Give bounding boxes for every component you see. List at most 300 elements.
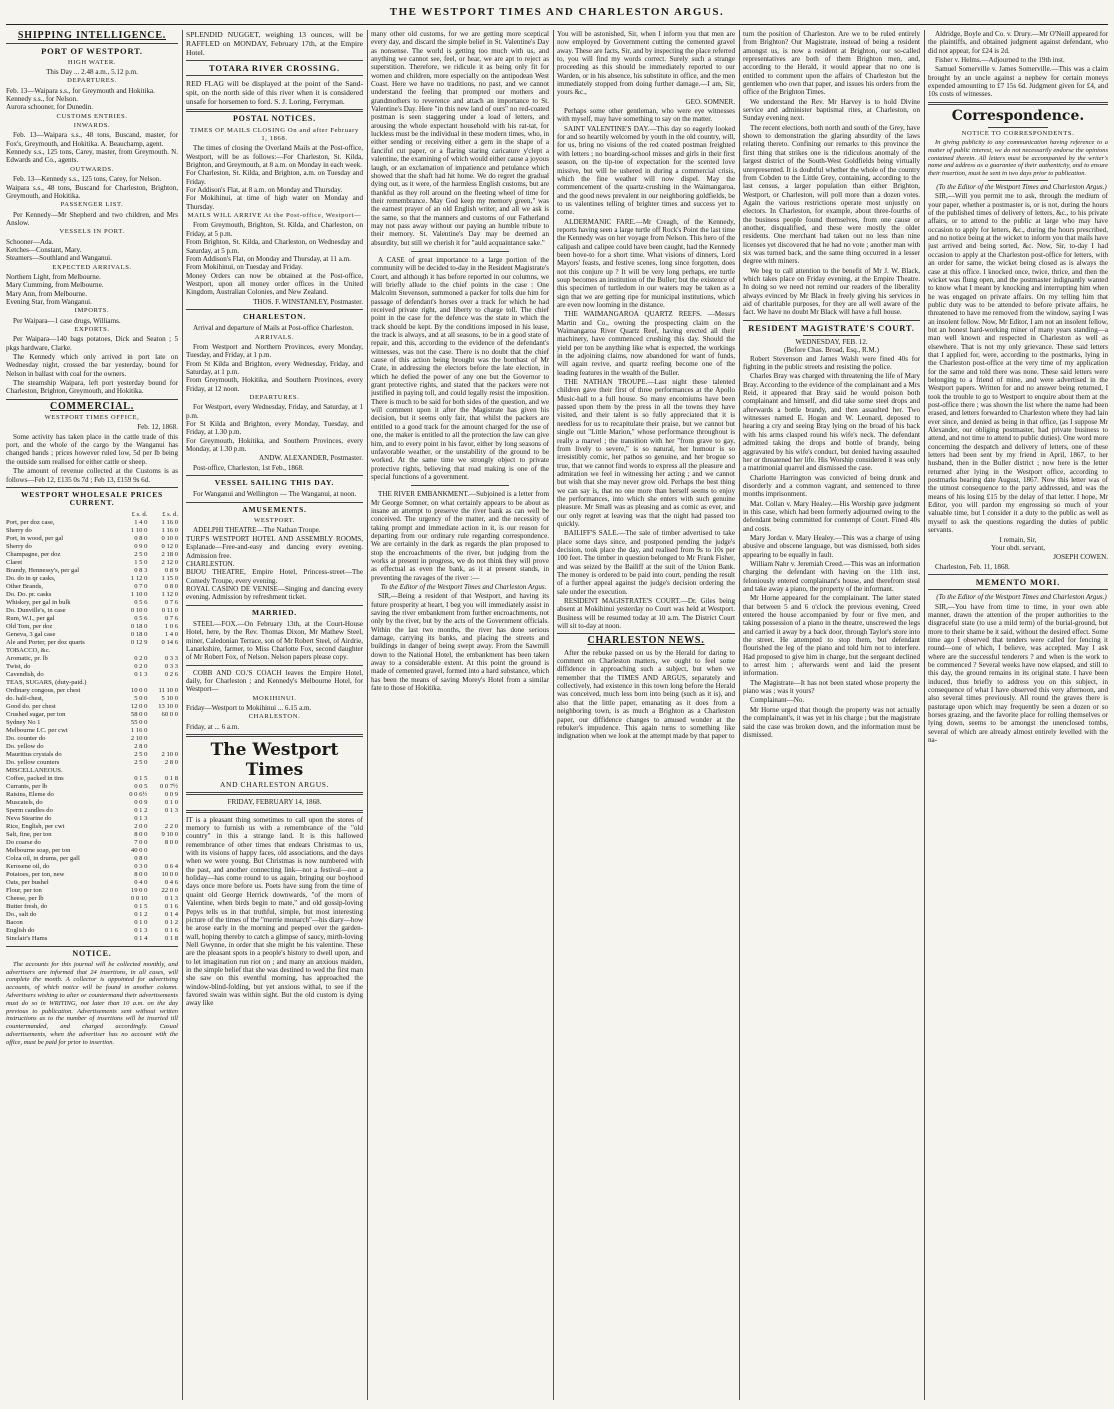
divider: [6, 946, 178, 947]
notice-text: The accounts for this journal will be collected monthly, and advertisers are informed that 24 insertions, in all cases, will complete the month. A collector is appointed for advertising accounts, of which notice will be found in another column. Advertisers wishing to alter or countermand their advertisements must do so in WRITING, not later than 10 a.m. on the day previous to publication. Advertisements sent without written instructions as to the number of insertions will be inserted till countermanded, and charged accordingly. Casual advertisements, when the advertiser has no account with the office, must be paid for prior to insertion.: [6, 960, 178, 1046]
valentine-editorial: many other old customs, for we are getting more sceptical every day, and discard the simple belief in St. Valentine's Day as nonsense. The world is getting too much with us, and anything we cannot see, feel, or hear, we are apt to reject as superstition. Therefore, we ridicule it as being only fit for women and children, more especially on the antipodean West Coast. Here we have no traditions, no past, and we cannot understand the feeling that prompted our mothers and grandmothers to reverence and attach an importance to St. Valentine's Day. Here "in this new land of ours" no red-coated postman is seen staggering under a load of letters, and arousing the whole expectant household with his rat-tat, for luckless must be the individual in these modern times, who, in either sending or receiving either a gem in the shape of a fanciful cut paper, or a flaring staring caricature y'clept a valentine, the examining of which would either cause a joyous laugh, or an exclamation of impatience and petulance which showed that the shaft had hit home. We do regret the gradual dying out, as it were, of the harmless English customs, but are thankful as they roll around on the fleeting wheel of time for their remembrance. May God keep my memory green," was the earnest prayer of an old English writer, and all we ask is the same, so that the manners and customs of our Fatherland may not pass away without our paying an humble tribute to their memory. St. Valentine's Day may be deemed an absurdity, but still we cherish it for "auld acquaintance sake.": [371, 30, 549, 247]
price-value: [147, 743, 178, 751]
price-value: 0 1 8: [164, 934, 178, 942]
price-value: 0 1 5: [134, 902, 148, 910]
price-item: Salt, fine, per ton: [6, 830, 52, 838]
cobb-mokihinui: MOKIHINUI.: [252, 694, 297, 702]
divider: [186, 75, 363, 76]
price-value: 2 5 0: [134, 758, 148, 766]
price-value: 1 4 0: [134, 518, 148, 526]
price-value: 0 10 0: [161, 534, 178, 542]
prices-title: WESTPORT WHOLESALE PRICES CURRENT.: [21, 489, 163, 508]
price-item: Ordinary congous, per chest: [6, 686, 81, 694]
expected: Northern Light, from Melbourne. Mary Cumming, from Melbourne. Mary Ann, from Melbourne. Evening Star, from Wanganui.: [6, 272, 104, 306]
river-embankment: THE RIVER EMBANKMENT.—Subjoined is a letter from Mr George Somner, on what certainly appears to be about as insane an attempt to preserve the river bank as can well be conceived. The urgency of the matter, and the necessity of taking prompt and immediate action in it, is our reason for departing from our ordinary rule regarding correspondence. We are certainly in the dark as regards the plan proposed to stop the encroachments of the river, but judging from the works at present in progress, we do not think they will prove as effectual as even the bank, as it at present stands, in preventing the ravages of the river :—: [371, 490, 549, 582]
notice-correspondents: In giving publicity to any communication having reference to a matter of public interest, we do not necessarily endorse the opinions contained therein. All letters must be accompanied by the writer's name and address as a guarantee of their authenticity, and to ensure their insertion, must be sent in two days prior to publication.: [928, 139, 1108, 178]
price-row: [6, 671, 178, 679]
high-water-label: HIGH WATER.: [67, 58, 117, 66]
column-rule: [182, 30, 183, 1400]
price-value: 0 3 3: [164, 654, 178, 662]
price-value: 0 1 8: [164, 774, 178, 782]
price-value: 5 0 0: [134, 694, 148, 702]
price-row: [6, 871, 178, 879]
price-item: Muscatels, do: [6, 798, 43, 806]
price-row: [6, 919, 178, 927]
price-value: 2 0 0: [134, 822, 148, 830]
price-value: [147, 855, 178, 863]
price-item: Currants, per lb: [6, 782, 48, 790]
charleston-arrivals: From Westport and Northern Provinces, every Monday, Tuesday, and Friday, at 1 p.m. From St Kilda and Brighton, every Wednesday, Friday, and Saturday, at 1 p.m. From Greymouth, Hokitika, and Southern Provinces, every Friday, at 12 noon.: [186, 342, 363, 393]
notice-title: NOTICE.: [72, 948, 112, 958]
price-row: [6, 639, 178, 647]
price-value: [147, 735, 178, 743]
price-value: 19 0 0: [130, 886, 148, 894]
rm-case-6: William Nahr v. Jeremiah Creed.—This was an information charging the defendant with having on the 11th inst, feloniously entered complainant's house, and therefrom steal and take away a piano, the property of the informant.: [743, 559, 920, 593]
price-value: 0 0 9: [134, 798, 148, 806]
column-rule: [367, 30, 368, 1400]
totara-text: RED FLAG will be displayed at the point of the Sand-spit, on the north side of this river when it is considered unsafe for horsemen to ford. S. J. Loring, Ferryman.: [186, 79, 363, 107]
price-row: [6, 847, 178, 855]
price-row: [6, 767, 178, 775]
price-row: [6, 759, 178, 767]
vessel-title: VESSEL SAILING THIS DAY.: [214, 478, 335, 488]
nathan-troupe: THE NATHAN TROUPE.—Last night these talented children gave their first of three performances at the Apollo Music-hall to a full house. So many encomiums have been passed upon them by the press in all the towns they have visited, and their talent is so fully appreciated that it is needless for us to recapitulate their praise, but we cannot but single out "Little Marion," whose performance throughout is really a marvel ; the transition with her "from grave to gay, from lively to severe," is so natural, her humour is so irresistibly comic, her pathos so genuine, and her brogue so true, that we cannot find words to express all the pleasure and admiration we feel in witnessing her acting ; and we cannot but wish that she may never grow old. Perhaps the best thing we can say is, that no one more than herself seems to enjoy the performances, into which she enters with such genuine pleasure. Mr Small was as pleasing and as comic as ever, and our only regret at leaving was that the night had passed too quickly.: [557, 378, 735, 528]
black-benefit: We beg to call attention to the benefit of Mr J. W. Black, which takes place on Friday evening, at the Empire Theatre. In doing so we need not remind our readers of the liberality always evinced by Mr Black in freely giving his services in aid of charitable purposes, for they are all well aware of the fact. We have no doubt Mr Black will have a full house.: [743, 266, 920, 317]
charleston-departures: For Westport, every Wednesday, Friday, and Saturday, at 1 p.m. For St Kilda and Brighton, every Monday, Tuesday, and Friday, at 1.30 p.m. For Greymouth, Hokitika, and Southern Provinces, every Monday, at 1.30 p.m.: [186, 403, 363, 454]
column-4: [557, 30, 735, 1404]
price-value: 0 12 0: [161, 542, 178, 550]
price-row: [6, 799, 178, 807]
court-case-article: A CASE of great importance to a large portion of the community will be decided to-day in the Resident Magistrate's Court, and although it has before reported in our columns, we will briefly allude to the chief points in the case : One Malcolm Stevenson, summoned a packer for tolls due him for passage of defendant's horses over a track for which he had received private right, and liberty to charge toll. The chief point in the case for the defence was the state in which the track should be kept. By the conditions imposed in his lease, the track is always, and at all seasons, to be in a good state of repair, and this, according to the evidence of the defendant's witnesses, was not the case. There is no doubt that the chief cause of this action being brought was the bombast of Mr Crate, in addressing the electors before the late election, in which he defied the power of any one but the Governor to grant protective rights, and stated that the packers were not justified in paying toll, and could legally resist the imposition. There is much to be said for both sides of the question, and we will comment upon it after the Magistrate has given his decision, but it seems only fair, that whilst the packers are entitled to a good track for the amount charged for the use of one, the maker is entitled to all the protection the law can give him, and to every point in his favor, either by long seasons of unfavorable weather, or the unstability of the ground to be worked. At the same time we strongly object to private protective rights, believing that road making is one of the special functions of a government.: [371, 255, 549, 481]
price-row: [6, 543, 178, 551]
price-value: 0 0 7½: [159, 782, 178, 790]
price-item: Do. counter do: [6, 734, 46, 742]
notice-correspondents-title: NOTICE TO CORRESPONDENTS.: [961, 129, 1075, 137]
price-value: [147, 719, 178, 727]
price-value: 8 0 0: [134, 830, 148, 838]
customs-label: CUSTOMS ENTRIES.: [56, 112, 128, 120]
passengers: Per Kennedy—Mr Shepherd and two children, and Mrs Anslow.: [6, 210, 178, 227]
price-item: English do: [6, 926, 35, 934]
price-item: Do., salt do: [6, 910, 37, 918]
price-value: 8 0 0: [134, 870, 148, 878]
price-value: 22 0 0: [161, 886, 178, 894]
price-row: [6, 583, 178, 591]
price-item: Crushed sugar, per ton: [6, 710, 66, 718]
quartz-reefs: THE WAIMANGAROA QUARTZ REEFS. —Messrs Martin and Co., owning the prospecting claim on the Waimangaroa River Quartz Reef, having erected all their machinery, have commenced crushing this day. Should the yield per ton be anything like what is expected, the workings in the adjoining claims, now abandoned for want of funds, will again revive, and quartz reefing become one of the leading features in the wealth of the Buller.: [557, 310, 735, 377]
mails-closing: TIMES OF MAILS CLOSING On and after February 1, 1868.: [190, 126, 359, 143]
rm-case-9: Complainant—No.: [750, 696, 805, 705]
price-item: do. half-chest,: [6, 694, 44, 702]
price-value: 9 10 0: [161, 830, 178, 838]
editorial: IT is a pleasant thing sometimes to call upon the stores of memory to furnish us with a remembrance of the "old country" in this a strange land. It is this hallowed remembrance of other times that endears Christmas to us, with its visions of happy faces, old associations, and the days when we were young. But Christmas is now numbered with the past, and another connecting link—not a festival—not a holiday—has come round to us again, bringing our boyhood days once more before us. Poets have sung from the time of quaint old George Herrick downwards, "of the morn of Valentine, when birds begin to mate," and old gossip-loving Pepys tells us in that truthful, simple, but most interesting picture of the times of the "merrie monarch"—his diary—how he arose early in the morning and peeped over the garden-wall, hoping thereby to catch a glimpse of saucy, mirth-loving Nell Gwynne, in order that she might be his valentine. These are the pleasant spots in a people's history to dwell upon, and to let imagination run riot on ; and many an anxious maiden, in the simple belief that she was destined to wed the first man she saw on this eventful morning, has approached the window-blind-folding, but yet anxious withal, to see if the favored swain was within sight. But the old custom is dying away like: [186, 815, 363, 1008]
bailiffs-sale: BAILIFF'S SALE.—The sale of timber advertised to take place some days since, and postponed pending the judge's decision, took place the day, and realised from 9s to 10s per 100 feet. The timber in question belonged to Mr Frank Fisher, and was seized by the Bailiff at the suit of the Union Bank. The money is ordered to be paid into court, pending the result of a further appeal against the judge's decision ordering the sale under the execution.: [557, 529, 735, 596]
commercial-office: WESTPORT TIMES OFFICE,: [44, 414, 140, 422]
commercial-text: Some activity has taken place in the cattle trade of this port, and the whole of the cargo by the Wanganui has changed hands ; prices however ruled low, 5d per lb being the outside sum realised for either cattle or sheep.: [6, 432, 178, 466]
price-value: 8 0 0: [164, 838, 178, 846]
paper-date: FRIDAY, FEBRUARY 14, 1868.: [227, 798, 322, 807]
price-value: 40 0 0: [130, 846, 148, 854]
price-value: 0 1 3: [134, 814, 148, 822]
price-item: TEAS, SUGARS, (duty-paid.): [6, 678, 87, 686]
price-value: 0 8 0: [134, 534, 148, 542]
departures-label: DEPARTURES.: [249, 394, 300, 401]
price-item: Neva Stearine do: [6, 814, 52, 822]
price-item: Potatoes, per ton, new: [6, 870, 65, 878]
memento-letter: SIR,—You have from time to time, in your own able manner, drawn the attention of the proper authorities to the disgraceful state (to use a mild term) of the burial-ground, but more to their shame be it said, without the desired effect. Some time ago I observed that tenders were called for fencing it round—one of which, I believe, was accepted. May I ask where are the successful tenderers ? and when is the work to be commenced ? Several weeks have now elapsed, and still to this day, the ground remains in its original state. I have been induced, thus briefly to address you on this subject, in consequence of what I have observed this very afternoon, and also several times previously. All round the graves there is pasturage upon which may frequently be seen a dozen or so horses grazing, and the favorite place for rolling themselves or lying down, seems to be amongst the unenclosed tombs, several of which are already almost entirely levelled with the na-: [928, 602, 1108, 745]
price-row: [6, 519, 178, 527]
postal-title: POSTAL NOTICES.: [233, 114, 316, 124]
price-item: Do. do in qr casks,: [6, 574, 56, 582]
price-row: [6, 895, 178, 903]
price-value: 60 0 0: [161, 710, 178, 718]
price-item: Flour, per ton: [6, 886, 42, 894]
price-value: 0 0 5: [134, 782, 148, 790]
price-value: 1 10 0: [130, 590, 148, 598]
arrive-text: From Greymouth, Brighton, St. Kilda, and Charleston, on Friday, at 5 p.m. From Brighton, St. Kilda, and Charleston, on Wednesday and Saturday, at 5 p.m. From Addison's Flat, on Monday and Thursday, at 11 a.m. From Mokihinui, on Tuesday and Friday. Money Orders can now be obtained at the Post-office, Westport, upon all money order offices in the United Kingdom, Australian Colonies, and New Zealand.: [186, 221, 363, 297]
price-row: [6, 575, 178, 583]
price-value: 13 10 0: [158, 702, 178, 710]
price-value: [147, 647, 178, 655]
divider: [803, 335, 860, 336]
somner-signature: GEO. SOMNER.: [685, 97, 735, 106]
price-value: 0 6 4: [164, 862, 178, 870]
price-value: 0 5 6: [134, 598, 148, 606]
price-value: 2 8 0: [164, 758, 178, 766]
rm-date: WEDNESDAY, FEB. 12.: [795, 338, 868, 347]
price-value: 12 0 0: [130, 702, 148, 710]
price-value: 0 5 6: [134, 614, 148, 622]
divine-service: We understand the Rev. Mr Harvey is to hold Divine service and administer baptismal rites, at Charleston, on Sunday evening next.: [743, 97, 920, 123]
price-item: [6, 511, 119, 519]
price-item: Bacon: [6, 918, 23, 926]
divider: [186, 665, 363, 666]
price-value: 0 4 6: [164, 878, 178, 886]
rm-case-3: Charlotte Harrington was convicted of being drunk and disorderly and a common vagrant, and sentenced to three months imprisonment.: [743, 473, 920, 499]
price-value: 0 1 2: [134, 910, 148, 918]
price-value: 0 10 0: [130, 606, 148, 614]
mails-arrive: MAILS WILL ARRIVE At the Post-office, Westport—: [187, 212, 362, 220]
price-value: 2 10 0: [161, 750, 178, 758]
postmaster-alexander: ANDW. ALEXANDER, Postmaster.: [259, 454, 363, 463]
price-item: Melbourne I.C. per cwt: [6, 726, 68, 734]
aldermanic-fare: ALDERMANIC FARE.—Mr Creagh, of the Kennedy, reports having seen a large turtle off Rock's Point the last time the Kennedy was on her voyage from Nelson. This hero of the calipash and calipee could have been caught, had the Kennedy been hove-to for a short time. What visions of dinners, Lord Mayors' feasts, and festive scenes, long since forgotten, does not this conjure up ? It will be very long perhaps, ere turtle soup becomes an institution of the Buller; but the existence of this specimen of turtledom in our waters may be taken as a sign that we are getting ripe for municipal institutions, which are even now looming in the distance.: [557, 217, 735, 309]
price-row: [6, 911, 178, 919]
price-value: £ s. d.: [131, 510, 148, 518]
rm-case-5: Mary Jordan v. Mary Healey.—This was a charge of using abusive and obscene language, but was dismissed, both sides appearing to be equally in fault.: [743, 533, 920, 559]
price-row: [6, 623, 178, 631]
obdt-servant: Your obdt. servant,: [990, 543, 1046, 552]
price-value: 0 3 3: [164, 662, 178, 670]
price-value: 0 2 6: [164, 670, 178, 678]
price-item: Coffee, packed in tins: [6, 774, 64, 782]
married-text: STEEL—FOX.—On February 13th, at the Court-House Hotel, here, by the Rev. Thomas Dixon, Mr Mathew Steel, miner, Caledonian Terrace, son of Mr Robert Steel, of Airdrie, Lanarkshire, farmer, to Miss Charlotte Fox, second daughter of Mr Robert Fox, of Nelson. Nelson papers please copy.: [186, 619, 363, 662]
price-item: Rice, English, per cwt: [6, 822, 65, 830]
price-row: [6, 855, 178, 863]
arrivals-label: ARRIVALS.: [254, 333, 295, 341]
vessels-label: VESSELS IN PORT.: [59, 228, 125, 236]
price-value: [119, 679, 147, 687]
price-item: Sherry do: [6, 526, 32, 534]
price-row: [6, 879, 178, 887]
memento-title: MEMENTO MORI.: [975, 576, 1061, 587]
divider: [6, 487, 178, 488]
price-value: 1 12 0: [130, 574, 148, 582]
divider: [6, 43, 178, 44]
price-row: [6, 735, 178, 743]
price-value: [147, 679, 178, 687]
price-item: Sperm candles do: [6, 806, 53, 814]
po-charleston: Post-office, Charleston, 1st Feb., 1868.: [193, 463, 304, 472]
paper-subtitle: AND CHARLESTON ARGUS.: [220, 780, 329, 790]
price-item: Do. yellow do: [6, 742, 44, 750]
price-row: [6, 559, 178, 567]
expected-label: EXPECTED ARRIVALS.: [52, 263, 132, 271]
rm-court-note: RESIDENT MAGISTRATE'S COURT.—Dr. Giles being absent at Mokihinui yesterday no Court was held at Westport. Business will be resumed today at 10 a.m. The District Court will sit to-day at noon.: [557, 597, 735, 631]
price-row: [6, 679, 178, 687]
shipping-title: SHIPPING INTELLIGENCE.: [17, 30, 167, 41]
price-item: Colza oil, in drums, per gall: [6, 854, 80, 862]
price-value: 1 4 0: [164, 630, 178, 638]
price-row: [6, 743, 178, 751]
totara-title: TOTARA RIVER CROSSING.: [209, 63, 340, 73]
exports: Per Waipara—140 bags potatoes, Dick and Seaton ; 5 pkgs hardware, Clarke.: [6, 335, 178, 352]
charleston-news-cont: turn the position of Charleston. Are we to be ruled entirely from Brighton? Our Magistrate, instead of being a resident amongst us, is now a resident at Brighton, our so-called representatives are both of them Brighton men, and, according to the Herald, it would appear that no one is entitled to comment upon the affairs of Charleston but the gentlemen who own that paper, and issues his orders from the office of the Brighton Times.: [743, 30, 920, 97]
price-row: [6, 695, 178, 703]
masthead: THE WESTPORT TIMES AND CHARLESTON ARGUS.: [389, 6, 725, 18]
price-value: 2 5 0: [134, 750, 148, 758]
charleston-news-title: CHARLESTON NEWS.: [587, 635, 705, 647]
price-value: 11 10 0: [158, 686, 178, 694]
price-value: 1 16 0: [161, 526, 178, 534]
commercial-date: Feb. 12, 1868.: [137, 423, 178, 432]
price-row: [6, 631, 178, 639]
column-5: [743, 30, 920, 1404]
divider: [186, 792, 363, 795]
price-row: [6, 687, 178, 695]
price-value: 1 10 0: [130, 526, 148, 534]
column-rule: [553, 30, 554, 1400]
divider: [928, 574, 1108, 575]
amusements-text: ADELPHI THEATRE—The Nathan Troupe. TURF'S WESTPORT HOTEL AND ASSEMBLY ROOMS, Esplanade—Free-and-easy and dancing every evening. Admission free. CHARLESTON. BIJOU THEATRE, Empire Hotel, Princess-street—The Comedy Troupe, every evening. ROYAL CASINO DE VENISE—Singing and dancing every evening. Admission by refreshment ticket.: [186, 526, 363, 602]
price-item: Cavendish, do: [6, 670, 44, 678]
customs-revenue: The amount of revenue collected at the Customs is as follows—Feb 12, £135 0s 7d ; Feb 13, £159 9s 6d.: [6, 467, 178, 484]
charleston-news-text: After the rebuke passed on us by the Herald for daring to comment on Charleston matters, we ought to feel some diffidence in approaching such a subject, but when we remember that the TIMES AND ARGUS, separately and collectively, had existence in this town long before the Herald was conceived, much less born into being (such as it is), and also that the little paper, emanating as it does from a neighboring town, is as much a Brighton as a Charleston paper, our diffidence changes to amused wonder at the rebuker's impudence. This again turns to something like indignation when we look at the attempt made by that paper to: [557, 648, 735, 741]
price-row: [6, 727, 178, 735]
price-value: 0 1 6: [164, 926, 178, 934]
amusements-sub: WESTPORT.: [254, 517, 295, 525]
price-value: 0 1 5: [134, 774, 148, 782]
fisher-case: Fisher v. Helms.—Adjourned to the 19th inst.: [935, 56, 1065, 65]
price-item: Geneva, 3 gal case: [6, 630, 56, 638]
column-rule: [739, 30, 740, 1400]
passenger-label: PASSENGER LIST.: [60, 201, 124, 209]
somner-letter: SIR,—Being a resident of that Westport, and having its future prosperity at heart, I beg you will immediately assist in saving the river embankment from further encroachments, not only by the river, but by the acts of the Government officials. Within the last two months, the river has done serious damage, carrying its banks, and placing the streets and buildings in danger of being swept away. From the Sawmill down to the National Hotel, the embankment has been taken away to a considerable extent. At this point the ground is made of cemented gravel, formed into a hard substance, which has been the means of saving Morey's Hotel from a similar fate to those of Hokitika.: [371, 592, 549, 693]
price-value: 0 11 0: [161, 606, 178, 614]
price-value: 0 1 0: [164, 798, 178, 806]
price-row: [6, 831, 178, 839]
price-value: 0 2 0: [134, 662, 148, 670]
nugget-ad: SPLENDID NUGGET, weighing 13 ounces, will be RAFFLED on MONDAY, February 17th, at the Empire Hotel.: [186, 30, 363, 57]
price-value: 0 1 4: [164, 910, 178, 918]
price-row: [6, 551, 178, 559]
divider: [988, 127, 1048, 128]
vessels: Schooner—Ada. Ketches—Constant, Mary. Steamers—Southland and Wanganui.: [6, 237, 112, 263]
waipara-note: The steamship Waipara, left port yesterday bound for Charleston, Brighton, Greymouth, and Hokitika.: [6, 379, 178, 396]
eye-witnesses: Perhaps some other gentleman, who were eye witnesses with myself, may have something to say on the matter.: [557, 107, 735, 124]
price-value: 0 1 3: [164, 894, 178, 902]
divider: [186, 605, 363, 606]
divider: [928, 102, 1108, 105]
price-value: 1 15 0: [161, 574, 178, 582]
prices-table: [6, 511, 178, 943]
price-row: [6, 783, 178, 791]
price-value: 7 0 0: [134, 838, 148, 846]
divider: [411, 251, 509, 252]
divider: [411, 485, 509, 486]
kennedy-note: The Kennedy which only arrived in port late on Wednesday night, crossed the bar yesterday, bound for Nelson in ballast with coal for the owners.: [6, 353, 178, 378]
price-item: Port, in wood, per gal: [6, 534, 64, 542]
price-value: 0 9 0: [134, 542, 148, 550]
cobb-charleston: CHARLESTON.: [248, 713, 301, 721]
price-value: 0 8 9: [164, 566, 178, 574]
price-value: 0 8 3: [134, 566, 148, 574]
price-row: [6, 607, 178, 615]
price-row: [6, 903, 178, 911]
price-row: [6, 823, 178, 831]
price-item: Melbourne soap, per ton: [6, 846, 71, 854]
price-item: Butter fresh, do: [6, 902, 48, 910]
price-row: [6, 599, 178, 607]
price-item: Aromatic, pr. lb: [6, 654, 48, 662]
cobb-text: COBB AND CO.'S COACH leaves the Empire Hotel, daily, for Charleston ; and Kennedy's Melbourne Hotel, for Westport—: [186, 668, 363, 694]
price-value: 0 1 2: [134, 806, 148, 814]
price-row: [6, 807, 178, 815]
price-item: Sherry do: [6, 542, 32, 550]
price-value: 2 5 0: [134, 550, 148, 558]
divider: [186, 810, 363, 813]
imports-label: IMPORTS.: [74, 307, 110, 315]
price-item: Rum, W.I., per gal: [6, 614, 55, 622]
price-row: [6, 711, 178, 719]
price-item: TOBACCO, &c.: [6, 646, 51, 654]
charleston-sub: Arrival and departure of Mails at Post-office Charleston.: [193, 324, 354, 333]
price-value: 1 16 0: [161, 518, 178, 526]
price-row: [6, 567, 178, 575]
divider: [186, 734, 363, 737]
price-value: 0 7 6: [164, 614, 178, 622]
price-value: 58 0 0: [130, 710, 148, 718]
price-value: 0 2 0: [134, 654, 148, 662]
price-value: 0 1 4: [134, 934, 148, 942]
place-date: Charleston, Feb. 11, 1868.: [935, 562, 1010, 571]
divider: [557, 633, 735, 634]
price-item: Ale and Porter, per doz quarts: [6, 638, 85, 646]
price-value: 0 4 0: [134, 878, 148, 886]
aldridge-case: Aldridge, Boyle and Co. v. Drury.—Mr O'Neill appeared for the plaintiffs, and obtained judgment against defendant, who did not appear, for £24 is 2d.: [928, 30, 1108, 55]
remain: I remain, Sir,: [999, 535, 1037, 544]
price-row: [6, 615, 178, 623]
inwards: Feb. 13—Waipara s.s., 48 tons, Buscand, master, for Fox's, Greymouth, and Hokitika. A. Beauchamp, agent. Kennedy s.s., 125 tons, Carey, master, from Greymouth. N. Edwards and Co., agents.: [6, 131, 178, 165]
top-rule: [6, 24, 1108, 25]
price-value: 0 1 3: [134, 670, 148, 678]
price-row: [6, 663, 178, 671]
price-row: [6, 775, 178, 783]
letter-heading: To the Editor of the Westport Times and Charleston Argus.: [380, 583, 547, 591]
price-row: [6, 535, 178, 543]
divider: [6, 399, 178, 400]
price-row: [6, 887, 178, 895]
cowen-signature: JOSEPH COWEN.: [1053, 553, 1108, 562]
commercial-title: COMMERCIAL.: [49, 400, 135, 412]
price-value: 0 0 6½: [129, 790, 148, 798]
column-3: [371, 30, 549, 1404]
rm-case-7: Mr Horne appeared for the complainant. The latter stated that between 5 and 6 o'clock the previous evening, Creed entered the house accompanied by four or five men, and taking possession of a piano in the theatre, unscrewed the legs and carried it away by a back door, through Taylor's store into the street. He attempted to stop them, but defendant flourished the leg of the piano and told him not to interfere. Had proposed to give him in charge, but the sergeant declined to arrest him ; afterwards went and laid the present information.: [743, 594, 920, 678]
price-row: [6, 927, 178, 935]
price-value: £ s. d.: [162, 510, 178, 518]
rm-case-4: Mat. Collan v. Mary Healey.—His Worship gave judgment in this case, which had been formerly adjourned owing to the defendant being committed for contempt of Court. Fined 40s and costs.: [743, 499, 920, 533]
price-value: 0 7 6: [164, 598, 178, 606]
departures: Feb. 13—Waipara s.s., for Greymouth and Hokitika. Kennedy s.s., for Nelson. Aurora schooner, for Dunedin.: [6, 86, 155, 112]
charleston-title: CHARLESTON.: [242, 311, 307, 321]
price-row: [6, 647, 178, 655]
divider: [186, 502, 363, 503]
price-value: 10 0 0: [130, 686, 148, 694]
price-row: [6, 719, 178, 727]
price-item: Sinclair's Hams: [6, 934, 48, 942]
divider: [186, 309, 363, 310]
divider: [186, 60, 363, 61]
price-value: 0 1 0: [134, 918, 148, 926]
price-value: 0 7 0: [134, 582, 148, 590]
price-item: Raisins, Eleme do: [6, 790, 54, 798]
vessel-text: For Wanganui and Wellington — The Wanganui, at noon.: [193, 490, 357, 499]
price-item: Good do. per chest: [6, 702, 56, 710]
price-value: 0 14 6: [161, 638, 178, 646]
divider: [743, 320, 920, 321]
divider: [186, 109, 363, 112]
price-value: 0 1 6: [164, 902, 178, 910]
outwards-label: OUTWARDS.: [70, 165, 114, 173]
price-item: Port, per doz case,: [6, 518, 55, 526]
column-6: [928, 30, 1108, 1404]
price-item: Brandy, Hennessy's, per gal: [6, 566, 80, 574]
letter-heading: (To the Editor of the Westport Times and Charleston Argus.): [936, 183, 1107, 192]
price-row: [6, 791, 178, 799]
postmaster-winstanley: THOS. F. WINSTANLEY, Postmaster.: [253, 297, 363, 306]
price-item: Claret: [6, 558, 23, 566]
price-item: Oats, per bushel: [6, 878, 49, 886]
price-row: [6, 751, 178, 759]
price-value: 0 18 0: [130, 622, 148, 630]
rm-court-title: RESIDENT MAGISTRATE'S COURT.: [748, 322, 915, 333]
price-value: 0 8 0: [134, 854, 148, 862]
price-value: 0 18 0: [130, 630, 148, 638]
postal-text: The times of closing the Overland Mails at the Post-office, Westport, will be as follows:—For Charleston, St. Kilda, Brighton, and Greymouth, at 8 a.m. on Monday in each week. For Charleston, St. Kilda, and Brighton, a.m. on Tuesday and Friday. For Addison's Flat, at 8 a.m. on Monday and Thursday. For Mokihinui, at time of high water on Monday and Thursday.: [186, 144, 363, 211]
price-item: Champagne, per doz: [6, 550, 61, 558]
inwards-label: INWARDS.: [73, 122, 111, 130]
price-item: Sydney No 1: [6, 718, 41, 726]
imports: Per Waipara—1 case drugs, Williams.: [13, 316, 121, 325]
price-value: 0 8 0: [164, 582, 178, 590]
married-title: MARRIED.: [252, 607, 297, 617]
price-item: Old Tom, per doz: [6, 622, 53, 630]
rm-case-8: The Magistrate—It has not been stated whose property the piano was ; was it yours?: [743, 678, 920, 696]
somner-letter-cont: You will be astonished, Sir, when I inform you that men are now employed by Government cutting the cemented gravel away. These are facts, Sir, and by inspecting the place referred to, you will find my words correct. Surely such a strange proceeding as this should be immediately reported to our Warden, or in his absence, his substitute in office, and the men immediately stopped from doing further damage.—I am, Sir, yours &c.,: [557, 30, 735, 97]
column-2: [186, 30, 363, 1404]
price-value: 1 16 0: [130, 726, 148, 734]
price-row: [6, 655, 178, 663]
